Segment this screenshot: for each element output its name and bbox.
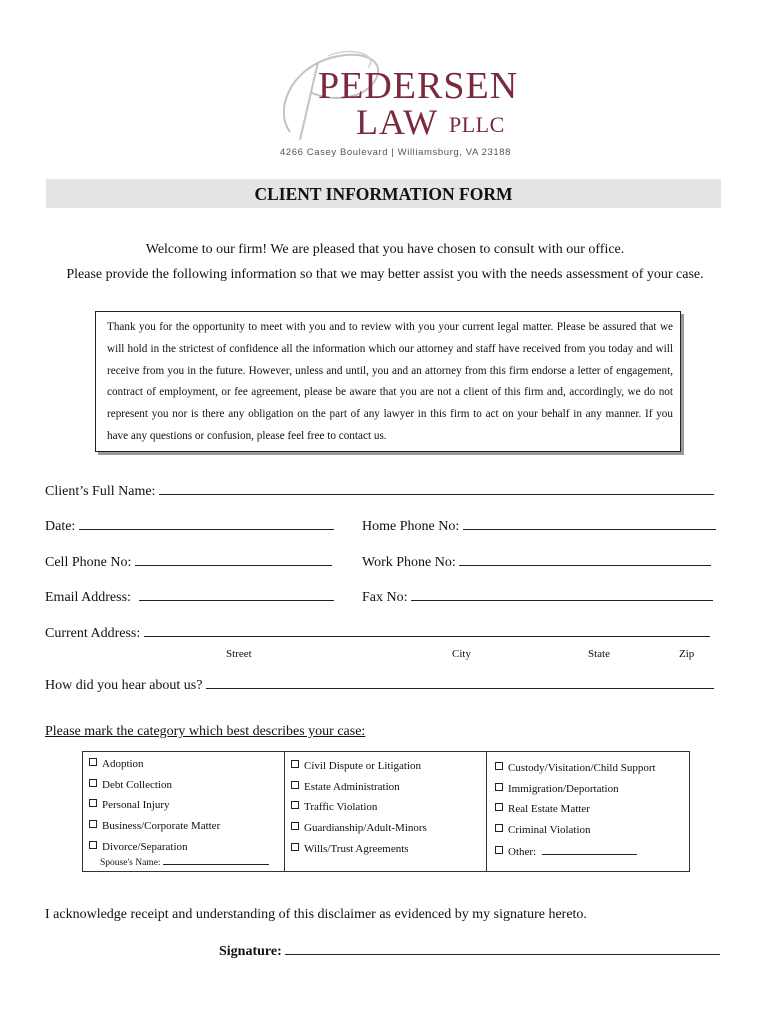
checkbox-icon: [495, 803, 503, 811]
option-label: Debt Collection: [102, 779, 172, 791]
fax-label: Fax No:: [362, 590, 408, 605]
option-label: Immigration/Deportation: [508, 783, 619, 795]
disclaimer-box: [95, 311, 681, 452]
firm-address: 4266 Casey Boulevard | Williamsburg, VA 23188: [280, 147, 512, 158]
option-traffic-violation[interactable]: [291, 800, 377, 814]
option-label: Guardianship/Adult-Minors: [304, 822, 427, 834]
checkbox-icon: [89, 820, 97, 828]
current-address-input[interactable]: [144, 622, 710, 637]
work-phone-input[interactable]: [459, 551, 711, 566]
form-title: CLIENT INFORMATION FORM: [254, 184, 513, 204]
checkbox-icon: [291, 822, 299, 830]
cell-phone-label: Cell Phone No:: [45, 555, 132, 570]
logo-name-line: PEDERSEN: [318, 65, 519, 107]
date-label: Date:: [45, 519, 76, 534]
email-field: [45, 586, 334, 607]
option-adoption[interactable]: [89, 757, 144, 771]
how-heard-input[interactable]: [206, 674, 714, 689]
current-address-field: [45, 622, 710, 643]
spouse-name-label: Spouse's Name:: [100, 858, 161, 868]
cell-phone-input[interactable]: [135, 551, 332, 566]
email-input[interactable]: [139, 586, 334, 601]
acknowledgement-text: I acknowledge receipt and understanding of this disclaimer as evidenced by my signature hereto.: [45, 907, 587, 922]
checkbox-icon: [291, 843, 299, 851]
checkbox-icon: [291, 801, 299, 809]
option-label: Personal Injury: [102, 799, 170, 811]
cell-phone-field: [45, 551, 332, 572]
option-debt-collection[interactable]: [89, 778, 172, 792]
title-bar: [46, 179, 721, 208]
option-business-corporate[interactable]: [89, 819, 220, 833]
option-civil-dispute[interactable]: [291, 759, 421, 773]
address-street-label: Street: [226, 648, 252, 660]
work-phone-field: [362, 551, 711, 572]
checkbox-icon: [291, 760, 299, 768]
option-estate-administration[interactable]: [291, 780, 400, 794]
checkbox-icon: [495, 824, 503, 832]
option-label: Civil Dispute or Litigation: [304, 760, 422, 772]
option-label: Other:: [508, 846, 537, 858]
category-heading: Please mark the category which best describes your case:: [45, 724, 366, 739]
signature-label: Signature:: [219, 944, 282, 959]
column-divider: [486, 752, 487, 871]
current-address-label: Current Address:: [45, 626, 141, 641]
logo-pllc-line: PLLC: [449, 112, 505, 137]
option-label: Wills/Trust Agreements: [304, 843, 409, 855]
option-label: Real Estate Matter: [508, 803, 590, 815]
email-label: Email Address:: [45, 590, 131, 605]
welcome-line-2: Please provide the following information so that we may better assist you with the needs assessment of your case.: [66, 267, 704, 282]
home-phone-field: [362, 515, 716, 536]
disclaimer-text: Thank you for the opportunity to meet with you and to review with you your current legal matter. Please be assured that we will hold in the strictest of confidence all the information which our attorney and staff have received from you today and will receive from you in the future. However, unless and until, you and an attorney from this firm endorse a letter of engagement, contract of employment, or fee agreement, please be aware that you are not a client of this firm and, accordingly, we do not represent you nor is there any obligation on the part of any lawyer in this firm to act on your behalf in any manner. If you have any questions or confusion, please feel free to contact us.: [107, 321, 673, 442]
logo-law-line: LAW: [356, 102, 439, 142]
option-guardianship[interactable]: [291, 821, 427, 835]
how-heard-field: [45, 674, 714, 695]
option-personal-injury[interactable]: [89, 798, 170, 812]
checkbox-icon: [495, 783, 503, 791]
option-label: Custody/Visitation/Child Support: [508, 762, 656, 774]
full-name-input[interactable]: [159, 480, 714, 495]
checkbox-icon: [495, 762, 503, 770]
checkbox-icon: [89, 841, 97, 849]
option-label: Criminal Violation: [508, 824, 591, 836]
option-real-estate[interactable]: [495, 802, 590, 816]
address-state-label: State: [588, 648, 610, 660]
option-wills-trust[interactable]: [291, 842, 409, 856]
date-field: [45, 515, 334, 536]
fax-field: [362, 586, 713, 607]
spouse-name-field: [100, 855, 269, 870]
full-name-field: [45, 480, 714, 501]
home-phone-input[interactable]: [463, 515, 716, 530]
signature-field: [219, 940, 720, 961]
checkbox-icon: [89, 779, 97, 787]
column-divider: [284, 752, 285, 871]
option-custody-visitation[interactable]: [495, 761, 656, 775]
home-phone-label: Home Phone No:: [362, 519, 460, 534]
option-label: Divorce/Separation: [102, 841, 188, 853]
address-zip-label: Zip: [679, 648, 695, 660]
full-name-label: Client’s Full Name:: [45, 484, 156, 499]
fax-input[interactable]: [411, 586, 713, 601]
option-label: Business/Corporate Matter: [102, 820, 221, 832]
option-label: Traffic Violation: [304, 801, 378, 813]
other-input[interactable]: [542, 844, 637, 855]
option-criminal-violation[interactable]: [495, 823, 591, 837]
how-heard-label: How did you hear about us?: [45, 678, 203, 693]
checkbox-icon: [89, 758, 97, 766]
category-table: [82, 751, 690, 872]
option-label: Estate Administration: [304, 781, 400, 793]
option-divorce-separation[interactable]: [89, 840, 188, 854]
welcome-line-1: Welcome to our firm! We are pleased that you have chosen to consult with our office.: [145, 242, 625, 257]
work-phone-label: Work Phone No:: [362, 555, 456, 570]
checkbox-icon: [291, 781, 299, 789]
option-other[interactable]: [495, 844, 637, 859]
spouse-name-input[interactable]: [163, 855, 269, 865]
option-immigration[interactable]: [495, 782, 619, 796]
date-input[interactable]: [79, 515, 334, 530]
signature-input[interactable]: [285, 940, 720, 955]
checkbox-icon: [89, 799, 97, 807]
address-city-label: City: [452, 648, 471, 660]
checkbox-icon: [495, 846, 503, 854]
option-label: Adoption: [102, 758, 144, 770]
